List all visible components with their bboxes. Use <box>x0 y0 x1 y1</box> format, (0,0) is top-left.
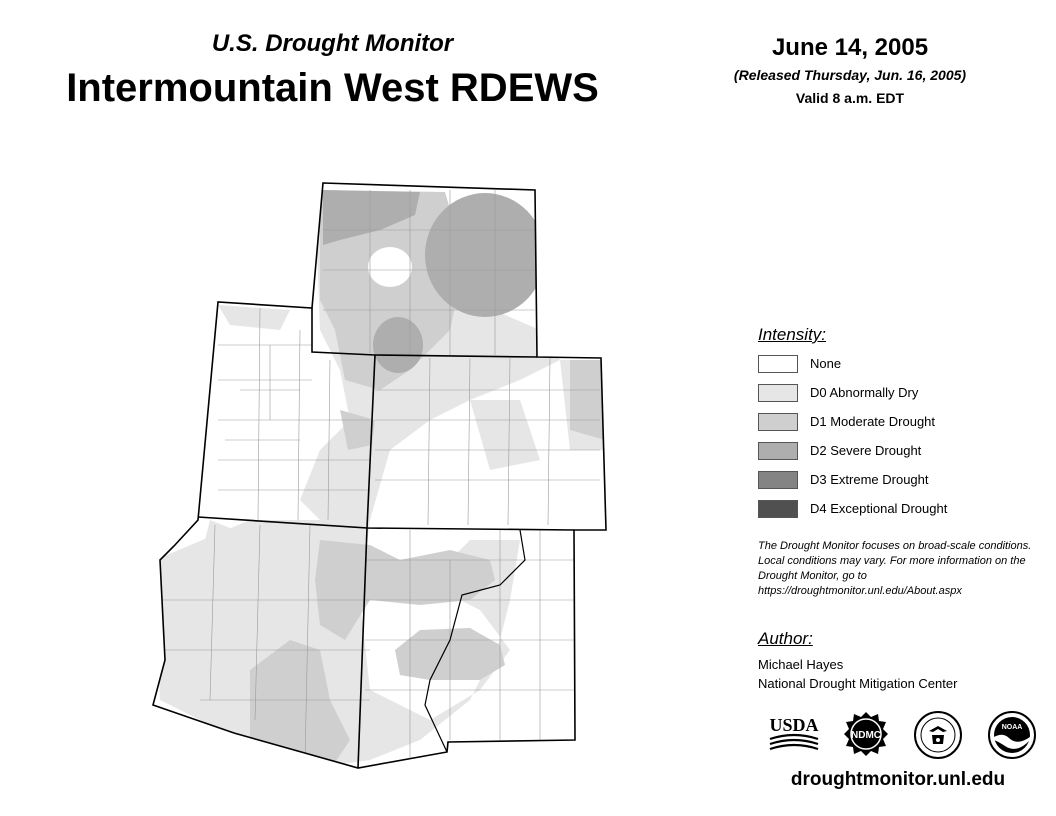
legend-label: D1 Moderate Drought <box>810 414 936 429</box>
legend-swatch <box>758 500 798 518</box>
map-date: June 14, 2005 <box>771 34 929 61</box>
legend-title: Intensity: <box>758 325 827 344</box>
release-date: (Released Thursday, Jun. 16, 2005) <box>733 67 967 83</box>
legend-swatch <box>758 413 798 431</box>
legend-swatch <box>758 384 798 402</box>
legend-swatch <box>758 355 798 373</box>
legend-label: None <box>810 356 842 371</box>
author-title: Author: <box>758 629 813 648</box>
ndmc-logo <box>842 710 890 758</box>
noaa-logo <box>987 710 1037 760</box>
author-org: National Drought Mitigation Center <box>758 676 958 691</box>
svg-text:NOAA: NOAA <box>1001 724 1023 731</box>
commerce-seal-logo <box>913 710 963 760</box>
author-name: Michael Hayes <box>758 657 844 672</box>
legend-swatch <box>758 471 798 489</box>
legend-label: D2 Severe Drought <box>810 443 922 458</box>
legend-label: D4 Exceptional Drought <box>810 501 948 516</box>
svg-text:USDA: USDA <box>769 715 819 735</box>
svg-text:NDMC: NDMC <box>851 730 881 741</box>
valid-time: Valid 8 a.m. EDT <box>795 90 905 106</box>
legend-label: D3 Extreme Drought <box>810 472 929 487</box>
none-area-bighorn <box>368 247 412 287</box>
disclaimer-note: The Drought Monitor focuses on broad-scale conditions. Local conditions may vary. For more information on the Drought Monitor, go to https://droughtmonitor.unl.edu/About.aspx <box>758 540 1032 597</box>
legend-label: D0 Abnormally Dry <box>810 385 919 400</box>
legend-swatch <box>758 442 798 460</box>
map-title: Intermountain West RDEWS <box>66 66 599 110</box>
map-subtitle: U.S. Drought Monitor <box>211 30 454 57</box>
usda-logo <box>766 713 822 753</box>
website-url[interactable]: droughtmonitor.unl.edu <box>790 769 1006 790</box>
